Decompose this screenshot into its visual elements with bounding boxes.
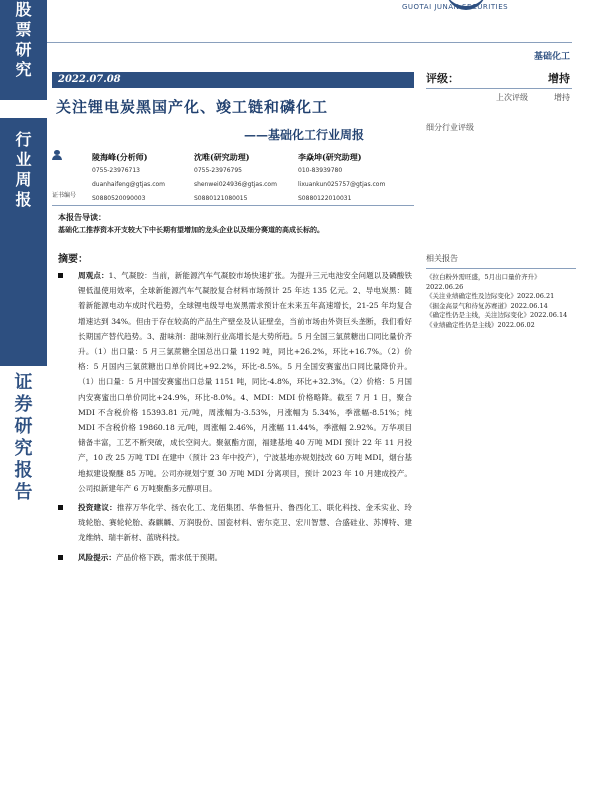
analyst-email[interactable]: duanhaifeng@gtjas.com [92, 181, 166, 188]
sidebar-top-char: 票 [15, 20, 32, 39]
analyst-cert: S0880122010031 [298, 195, 352, 202]
related-report-link[interactable]: 《关注业绩确定性及边际变化》2022.06.21 [426, 292, 555, 300]
rating-label: 评级： [426, 72, 459, 85]
summary-point-head: 投资建议： [78, 503, 117, 513]
analyst-phone: 010-83939780 [298, 167, 343, 174]
header-divider [47, 42, 572, 43]
analyst-email[interactable]: shenwei024936@gtjas.com [194, 181, 277, 188]
related-report-link[interactable]: 《掘金高景气和待复苏赛道》2022.06.14 [426, 301, 548, 310]
summary-label: 摘要： [58, 254, 88, 265]
guide-label: 本报告导读： [58, 212, 106, 222]
analyst-divider [52, 205, 414, 206]
sidebar-mid-char: 行 [15, 130, 32, 149]
report-title: 关注锂电炭黑国产化、竣工链和磷化工 [56, 98, 329, 116]
brand-logo [402, 0, 572, 20]
sub-industry-rating-label: 细分行业评级 [426, 123, 474, 132]
bullet-square-icon [58, 505, 63, 510]
sidebar-bottom-char: 究 [14, 438, 33, 459]
sidebar-bottom-char: 证 [14, 372, 33, 393]
sidebar-top-char: 究 [15, 60, 32, 79]
summary-point [56, 550, 412, 565]
summary-point [56, 268, 412, 496]
analyst-name: 沈唯(研究助理) [194, 152, 250, 162]
brand-english-name: GUOTAI JUNAN SECURITIES [402, 3, 509, 11]
summary-point-head: 周观点： [78, 271, 109, 280]
summary-point-text: 产品价格下跌，需求低于预期。 [115, 552, 223, 562]
related-report-link[interactable]: 《确定性仍是主线，关注边际变化》2022.06.14 [426, 311, 568, 319]
last-rating-value: 增持 [554, 93, 570, 102]
related-report-link[interactable]: 《拉白粉外需旺盛，5月出口量价齐升》2022.06.26 [426, 273, 541, 291]
analyst-card [194, 150, 277, 206]
summary-point-text: 1、气凝胶：当前，新能源汽车气凝胶市场快速扩张。为提升三元电池安全问题以及磷酸铁锂低温使用效率，全球新能源汽车气凝胶复合材料市场预计 25 年达 135 亿元。2、导电炭黑：随着新能源电动车成时代趋势，全球锂电级导电炭黑需求预计在未来五年高速增长，21-25 年均复合增速达到 34%。但由于存在较高的产品生产壁垒及认证壁垒，当前市场由外资巨头垄断，我们看好长期国产替代趋势。3、甜味剂：甜味剂行业高增长是大势所趋。5 月全国三氯蔗糖出口同比量价齐升。（1）出口量：5 月三氯蔗糖全国总出口量 1192 吨，同比+26.2%，环比+16.7%。（2）价格：5 月国内三氯蔗糖出口单价同比+92.2%，环比-8.5%。5 月全国安赛蜜出口同比量降价升。（1）出口量：5 月中国安赛蜜出口总量 1151 吨，同比-4.8%，环比+32.3%。（2）价格：5 月国内安赛蜜出口单价同比+24.9%，环比-8.0%。4、MDI：MDI 价格略降。截至 7 月 1 日，聚合 MDI 不含税价格 15393.81 元/吨，周涨幅为-3.53%，月涨幅为 5.34%，季涨幅-8.51%；纯 MDI 不含税价格 19860.18 元/吨，周涨幅 2.46%，月涨幅 11.44%，季涨幅 2.92%。万华项目储备丰富，工艺不断突破，成长空间大。聚氨酯方面，福建基地 40 万吨 MDI 预计 22 年 11 月投产，10 改 25 万吨 TDI 在建中（预计 23 年中投产），宁波基地亦规划技改 60 万吨 MDI，烟台基地拟建设聚醚 85 万吨。公司亦规划宁夏 30 万吨 MDI 分离项目，预计 2023 年 10 月建成投产。公司拟新建年产 6 万吨聚酯多元醇项目。 [78, 271, 413, 493]
sidebar-mid-char: 周 [15, 170, 32, 189]
analyst-person-icon [52, 150, 62, 160]
sidebar-top-char: 研 [15, 40, 32, 59]
analyst-card [92, 150, 165, 206]
sidebar-mid-char: 报 [15, 190, 32, 209]
sidebar-mid-char: 业 [15, 150, 32, 169]
sidebar-top-char: 股 [15, 0, 32, 19]
bullet-square-icon [58, 273, 63, 278]
sidebar-mid-block [0, 118, 47, 368]
rating-value: 增持 [548, 72, 570, 85]
analyst-name: 陵海峰(分析师) [92, 152, 148, 162]
analyst-email[interactable]: lixuankun025757@gtjas.com [298, 181, 386, 188]
summary-point [56, 500, 412, 546]
report-subtitle: ——基础化工行业周报 [244, 128, 365, 142]
analyst-card [298, 150, 385, 206]
sidebar-bottom-char: 告 [14, 482, 33, 503]
related-reports [426, 253, 576, 330]
cert-label: 证书编号 [52, 192, 77, 199]
report-date: 2022.07.08 [52, 72, 414, 88]
sidebar-bottom-char: 报 [14, 460, 33, 481]
sidebar-bottom-block [0, 366, 47, 800]
summary-point-text: 推荐万华化学、扬农化工、龙佰集团、华鲁恒升、鲁西化工、联化科技、金禾实业、玲珑轮胎、赛轮轮胎、森麒麟、万润股份、国瓷材料、密尔克卫、宏川智慧、合盛硅业、苏博特、建龙维纳、瑞丰新材、蓝晓科技。 [78, 503, 412, 543]
sidebar-bottom-char: 研 [14, 416, 33, 437]
guide-text: 基础化工推荐资本开支较大下中长期有望增加的龙头企业以及细分赛道的高成长标的。 [58, 225, 324, 234]
related-reports-label: 相关报告 [426, 254, 458, 263]
section-tag: 基础化工 [533, 52, 570, 62]
sidebar-bottom-char: 券 [14, 394, 33, 415]
bullet-square-icon [58, 555, 63, 560]
related-divider [426, 268, 576, 269]
sidebar-top-block [0, 0, 47, 100]
analyst-name: 李焱坤(研究助理) [298, 152, 362, 162]
summary-list [56, 268, 412, 569]
last-rating-label: 上次评级 [496, 93, 528, 102]
analyst-cert: S0880520090003 [92, 195, 146, 202]
analyst-phone: 0755-23976795 [194, 167, 242, 174]
summary-point-head: 风险提示： [78, 552, 116, 562]
analyst-phone: 0755-23976713 [92, 167, 140, 174]
related-report-link[interactable]: 《业绩确定性仍是主线》2022.06.02 [426, 320, 535, 329]
analyst-cert: S0880121080015 [194, 195, 248, 202]
rating-divider [426, 88, 572, 89]
left-sidebar [0, 0, 47, 800]
